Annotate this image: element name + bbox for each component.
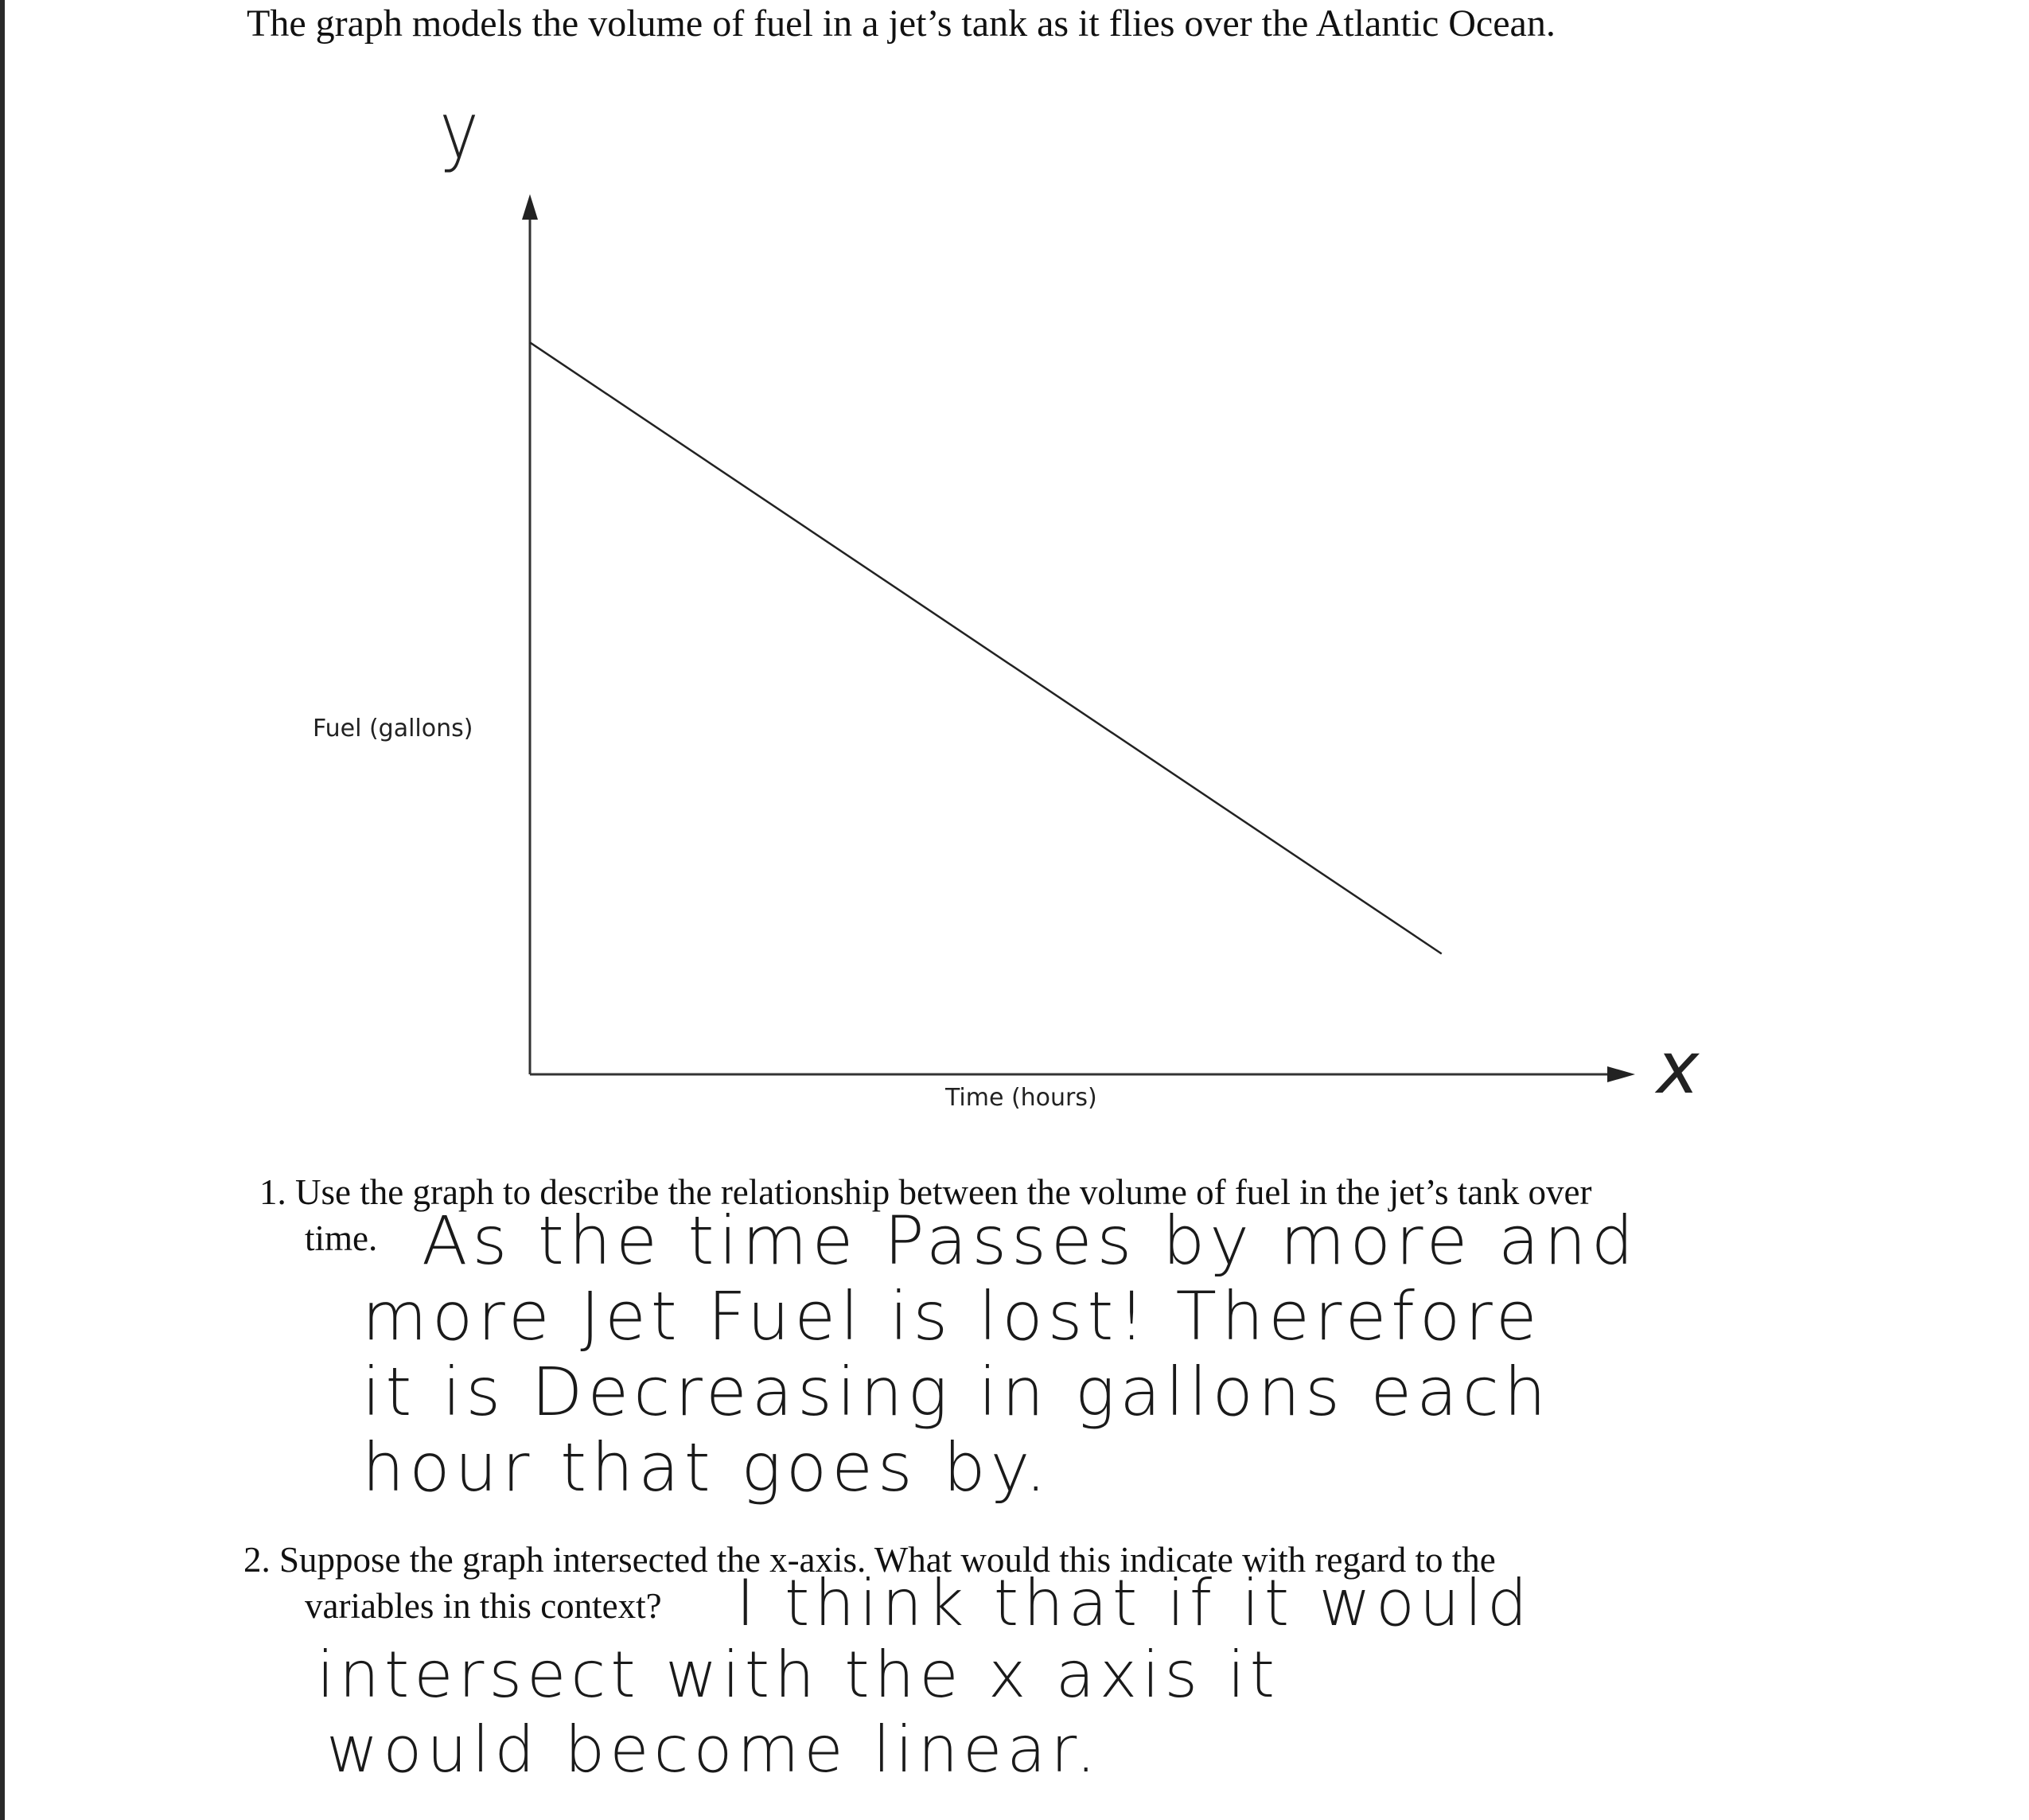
x-axis-arrow-icon: [1607, 1066, 1635, 1082]
y-axis-label: Fuel (gallons): [313, 715, 473, 742]
question-1-number: 1.: [259, 1172, 286, 1212]
question-2-text: Suppose the graph intersected the x-axis. What would this indicate with regard to the: [279, 1540, 1496, 1580]
y-axis-arrow-icon: [522, 194, 538, 220]
question-2-number: 2.: [243, 1540, 271, 1580]
answer-2-line-3: would become linear.: [326, 1713, 1101, 1787]
x-axis-label: Time (hours): [945, 1084, 1097, 1112]
handwritten-x-label: x: [1657, 1027, 1700, 1110]
answer-1-line-2: more Jet Fuel is lost! Therefore: [362, 1277, 1542, 1355]
answer-1-line-4: hour that goes by.: [362, 1428, 1052, 1506]
fuel-series-line-0: [530, 342, 1442, 953]
question-2-line-2: variables in this context?: [305, 1586, 662, 1626]
handwritten-y-label: y: [439, 86, 479, 177]
question-1-line-2: time.: [305, 1218, 378, 1258]
answer-2-line-1: I think that if it would: [736, 1566, 1532, 1640]
answer-2-line-2: intersect with the x axis it: [317, 1638, 1280, 1712]
question-1-text: Use the graph to describe the relationship between the volume of fuel in the jet’s tank over: [295, 1172, 1592, 1212]
intro-text: The graph models the volume of fuel in a jet’s tank as it flies over the Atlantic Ocean.: [247, 2, 1556, 45]
answer-1-line-1: As the time Passes by more and: [422, 1202, 1639, 1280]
answer-1-line-3: it is Decreasing in gallons each: [362, 1353, 1552, 1431]
